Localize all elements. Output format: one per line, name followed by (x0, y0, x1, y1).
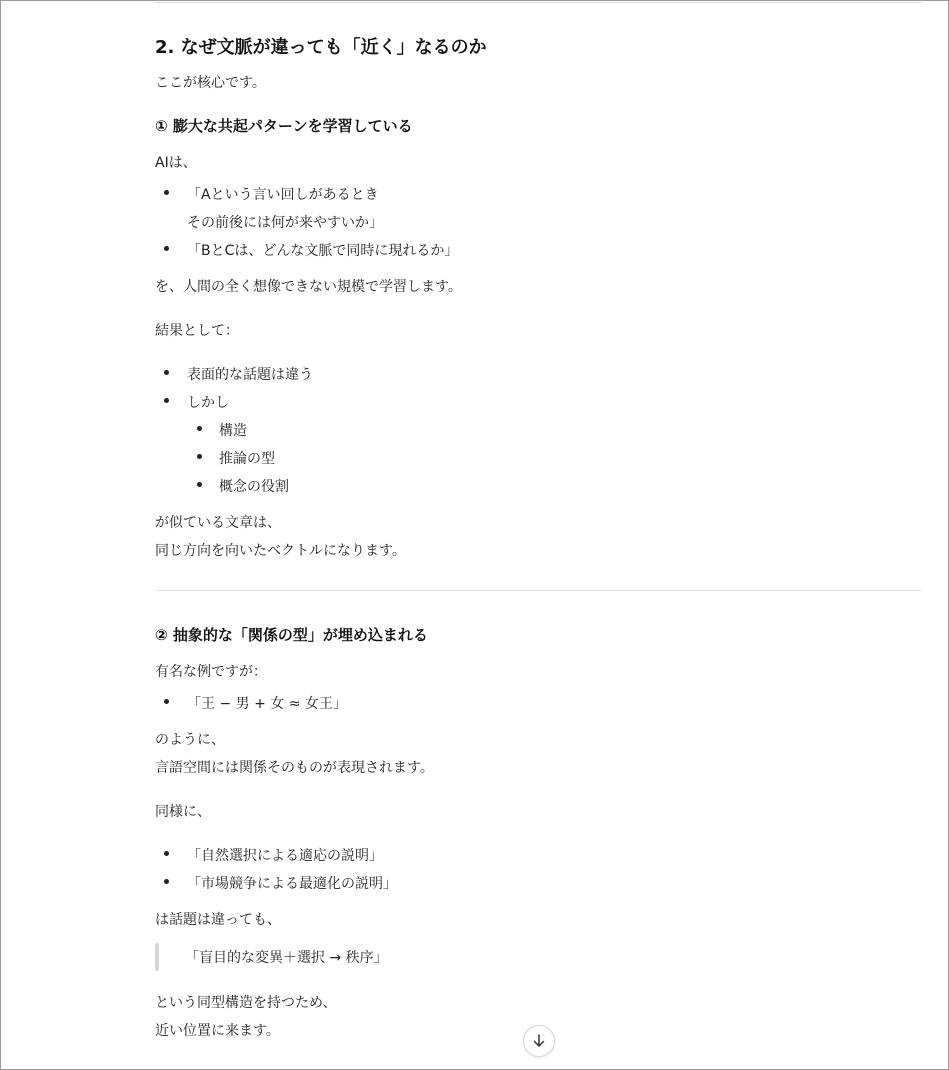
paragraph-conclusion: が似ている文章は、 (155, 515, 281, 531)
scroll-down-button[interactable] (523, 1025, 555, 1057)
list-item: 「BとCは、どんな文脈で同時に現れるか」 (187, 243, 459, 259)
paragraph-closing: 近い位置に来ます。 (155, 1023, 280, 1039)
blockquote-text: 「盲目的な変異＋選択 → 秩序」 (185, 950, 388, 966)
subheading-cooccurrence: ① 膨大な共起パターンを学習している (155, 117, 413, 135)
blockquote-bar (155, 943, 159, 971)
nested-list-item: 推論の型 (219, 451, 275, 467)
paragraph-after: のように、 (155, 732, 225, 748)
paragraph-result-label: 結果として： (155, 323, 239, 339)
top-divider (155, 2, 922, 3)
paragraph-ai-lead: AIは、 (155, 155, 197, 171)
list-item: 「自然選択による適応の説明」 (187, 848, 383, 864)
bullet-dot (164, 851, 169, 856)
list-item: しかし (187, 395, 229, 411)
bullet-dot (164, 190, 169, 195)
bullet-dot (164, 370, 169, 375)
list-item-continuation: その前後には何が来やすいか」 (187, 215, 383, 231)
paragraph-example-lead: 有名な例ですが： (155, 664, 267, 680)
paragraph-after: 言語空間には関係そのものが表現されます。 (155, 760, 434, 776)
section-intro: ここが核心です。 (155, 75, 266, 91)
bullet-dot (164, 699, 169, 704)
paragraph-closing: という同型構造を持つため、 (155, 995, 337, 1011)
section-heading: 2. なぜ文脈が違っても「近く」なるのか (155, 37, 487, 58)
paragraph-after: を、人間の全く想像できない規模で学習します。 (155, 279, 462, 295)
nested-bullet-dot (197, 454, 202, 459)
section-divider (155, 590, 922, 591)
list-item: 「王 − 男 + 女 ≈ 女王」 (187, 696, 347, 712)
arrow-down-icon (531, 1033, 547, 1049)
paragraph-conclusion: 同じ方向を向いたベクトルになります。 (155, 543, 406, 559)
paragraph-topic: は話題は違っても、 (155, 912, 281, 928)
nested-list-item: 構造 (219, 423, 247, 439)
nested-bullet-dot (197, 426, 202, 431)
paragraph-similar: 同様に、 (155, 804, 211, 820)
bullet-dot (164, 879, 169, 884)
list-item: 「Aという言い回しがあるとき (187, 187, 379, 203)
nested-bullet-dot (197, 482, 202, 487)
subheading-relation-type: ② 抽象的な「関係の型」が埋め込まれる (155, 626, 428, 644)
bullet-dot (164, 246, 169, 251)
list-item: 「市場競争による最適化の説明」 (187, 876, 397, 892)
list-item: 表面的な話題は違う (187, 367, 313, 383)
nested-list-item: 概念の役割 (219, 479, 289, 495)
bullet-dot (164, 398, 169, 403)
